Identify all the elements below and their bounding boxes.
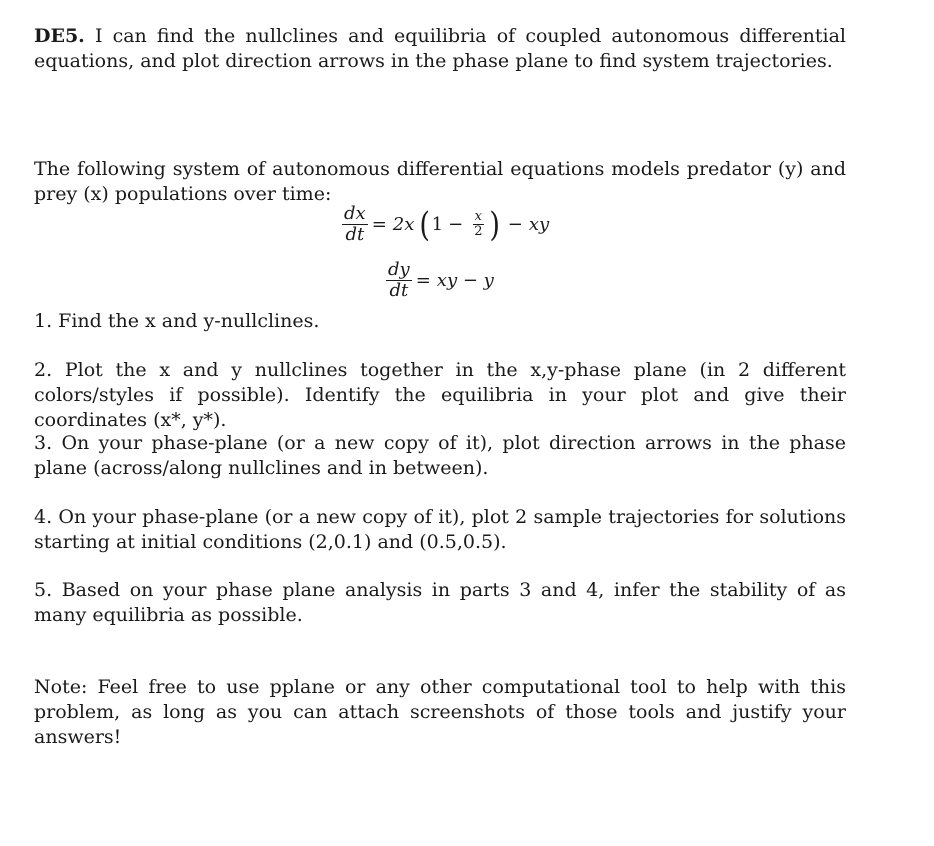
x-over-2-fraction <box>472 210 484 239</box>
term-one: 1 <box>431 214 444 235</box>
rhs-xy-minus-y: xy − y <box>436 270 494 291</box>
coefficient-2x: 2x <box>392 214 415 235</box>
equation-dx-dt <box>338 204 549 245</box>
left-paren: ( <box>419 204 431 245</box>
x-numerator: x <box>474 209 483 224</box>
intro-text: The following system of autonomous differential equations models predator (y) and prey (x) populations over time: <box>34 158 846 205</box>
equals-sign: = <box>371 214 387 235</box>
equals-sign-2: = <box>415 270 431 291</box>
dx-numerator: dx <box>344 203 366 224</box>
question-3: 3. On your phase-plane (or a new copy of it), plot direction arrows in the phase plane (across/along nullclines and in between). <box>34 432 846 479</box>
right-paren: ) <box>489 204 501 245</box>
minus-sign-inner: − <box>448 214 464 235</box>
two-denominator: 2 <box>474 224 483 239</box>
dx-dt-fraction <box>342 204 368 245</box>
minus-sign-outer: − <box>507 214 523 235</box>
objective-code: DE5. <box>34 25 85 47</box>
question-1: 1. Find the x and y-nullclines. <box>34 310 320 332</box>
question-2: 2. Plot the x and y nullclines together in the x,y-phase plane (in 2 different colors/styles if possible). Identify the equilibria in your plot and give their coordinates (x*, y*). <box>34 359 846 431</box>
objective-heading <box>34 24 846 74</box>
dy-dt-fraction <box>386 260 412 301</box>
dy-numerator: dy <box>388 259 410 280</box>
dt-denominator-2: dt <box>389 280 409 301</box>
objective-text: I can find the nullclines and equilibria of coupled autonomous differential equations, and plot direction arrows in the phase plane to find system trajectories. <box>34 25 846 72</box>
dt-denominator: dt <box>345 224 365 245</box>
equation-dy-dt <box>382 260 494 301</box>
question-4: 4. On your phase-plane (or a new copy of it), plot 2 sample trajectories for solutions starting at initial conditions (2,0.1) and (0.5,0.5). <box>34 506 846 553</box>
note-text: Note: Feel free to use pplane or any other computational tool to help with this problem, as long as you can attach screenshots of those tools and justify your answers! <box>34 676 846 748</box>
term-xy: xy <box>528 214 550 235</box>
question-5: 5. Based on your phase plane analysis in parts 3 and 4, infer the stability of as many equilibria as possible. <box>34 579 846 626</box>
